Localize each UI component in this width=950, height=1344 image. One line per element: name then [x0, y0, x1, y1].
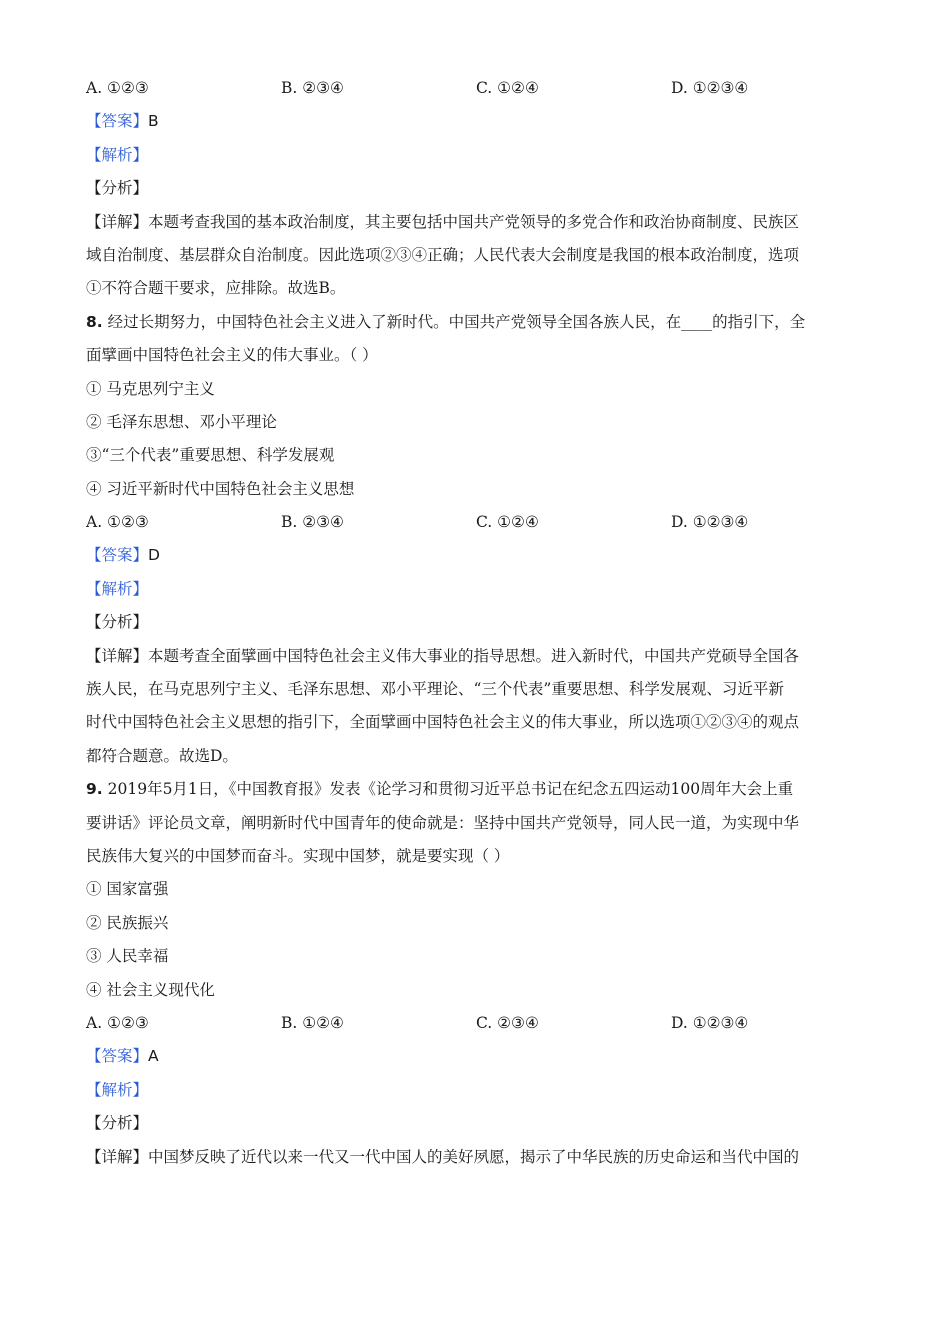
q9-fenxi: 【分析】: [86, 1114, 149, 1133]
xiangjie-tag: 【详解】: [86, 1147, 149, 1166]
q7-fenxi: 【分析】: [86, 179, 149, 198]
q7-xiangjie-2: 域自治制度、基层群众自治制度。因此选项②③④正确；人民代表大会制度是我国的根本政治制度，选项: [86, 245, 800, 264]
document-page: [86, 72, 866, 1174]
q7-jiexi: 【解析】: [86, 145, 149, 164]
question-number: 8.: [86, 312, 103, 331]
q8-answer: [86, 539, 866, 572]
q7-xiangjie-3: ①不符合题干要求，应排除。故选B。: [86, 279, 346, 298]
answer-value: A: [148, 1047, 159, 1066]
q8-options: [86, 506, 866, 539]
q8-xiangjie-4: 都符合题意。故选D。: [86, 746, 238, 765]
q9-stem-3: 民族伟大复兴的中国梦而奋斗。实现中国梦，就是要实现（ ）: [86, 846, 510, 865]
q8-jiexi: 【解析】: [86, 579, 149, 598]
q8-stem-2: 面擘画中国特色社会主义的伟大事业。（ ）: [86, 346, 378, 365]
answer-value: D: [148, 546, 160, 565]
xiangjie-tag: 【详解】: [86, 646, 149, 665]
option-a: A. ①②③: [86, 513, 149, 532]
answer-tag: 【答案】: [86, 1047, 149, 1066]
answer-tag: 【答案】: [86, 112, 149, 131]
q9-item-4: ④ 社会主义现代化: [86, 980, 215, 999]
option-c: C. ②③④: [476, 1013, 539, 1032]
q9-options: [86, 1007, 866, 1040]
option-a: A. ①②③: [86, 1013, 149, 1032]
q8-xiangjie-1: 【详解】本题考查全面擘画中国特色社会主义伟大事业的指导思想。进入新时代，中国共产党硕导全国各: [86, 646, 800, 665]
xiangjie-tag: 【详解】: [86, 212, 149, 231]
q8-stem-1: 8. 经过长期努力，中国特色社会主义进入了新时代。中国共产党领导全国各族人民，在____的指引下，全: [86, 312, 806, 331]
q7-options: [86, 72, 866, 105]
option-b: B. ②③④: [281, 513, 344, 532]
q9-item-2: ② 民族振兴: [86, 913, 169, 932]
q8-item-2: ② 毛泽东思想、邓小平理论: [86, 412, 277, 431]
q8-item-3: ③“三个代表”重要思想、科学发展观: [86, 446, 335, 465]
q9-item-3: ③ 人民幸福: [86, 947, 169, 966]
q9-answer: [86, 1040, 866, 1073]
q9-item-1: ① 国家富强: [86, 880, 169, 899]
option-d: D. ①②③④: [671, 79, 749, 97]
q7-xiangjie-1: 【详解】本题考查我国的基本政治制度，其主要包括中国共产党领导的多党合作和政治协商制度、民族区: [86, 212, 800, 231]
q9-jiexi: 【解析】: [86, 1080, 149, 1099]
q8-fenxi: 【分析】: [86, 613, 149, 632]
q8-xiangjie-2: 族人民，在马克思列宁主义、毛泽东思想、邓小平理论、“三个代表”重要思想、科学发展观、习近平新: [86, 680, 784, 699]
q8-item-1: ① 马克思列宁主义: [86, 379, 215, 398]
q7-answer: [86, 105, 866, 138]
q9-xiangjie-1: 【详解】中国梦反映了近代以来一代又一代中国人的美好夙愿，揭示了中华民族的历史命运和当代中国的: [86, 1147, 800, 1166]
option-d: D. ①②③④: [671, 1013, 749, 1032]
option-b: B. ①②④: [281, 1013, 344, 1032]
question-number: 9.: [86, 780, 103, 799]
q9-stem-2: 要讲话》评论员文章，阐明新时代中国青年的使命就是：坚持中国共产党领导，同人民一道，为实现中华: [86, 813, 800, 832]
option-b: B. ②③④: [281, 79, 344, 97]
q8-xiangjie-3: 时代中国特色社会主义思想的指引下，全面擘画中国特色社会主义的伟大事业，所以选项①②③④的观点: [86, 713, 800, 732]
option-d: D. ①②③④: [671, 513, 749, 532]
option-a: A. ①②③: [86, 79, 149, 97]
answer-tag: 【答案】: [86, 546, 149, 565]
q8-item-4: ④ 习近平新时代中国特色社会主义思想: [86, 479, 355, 498]
option-c: C. ①②④: [476, 513, 539, 532]
q9-stem-1: 9. 2019年5月1日，《中国教育报》发表《论学习和贯彻习近平总书记在纪念五四运动100周年大会上重: [86, 780, 794, 799]
option-c: C. ①②④: [476, 79, 539, 97]
answer-value: B: [148, 112, 159, 131]
